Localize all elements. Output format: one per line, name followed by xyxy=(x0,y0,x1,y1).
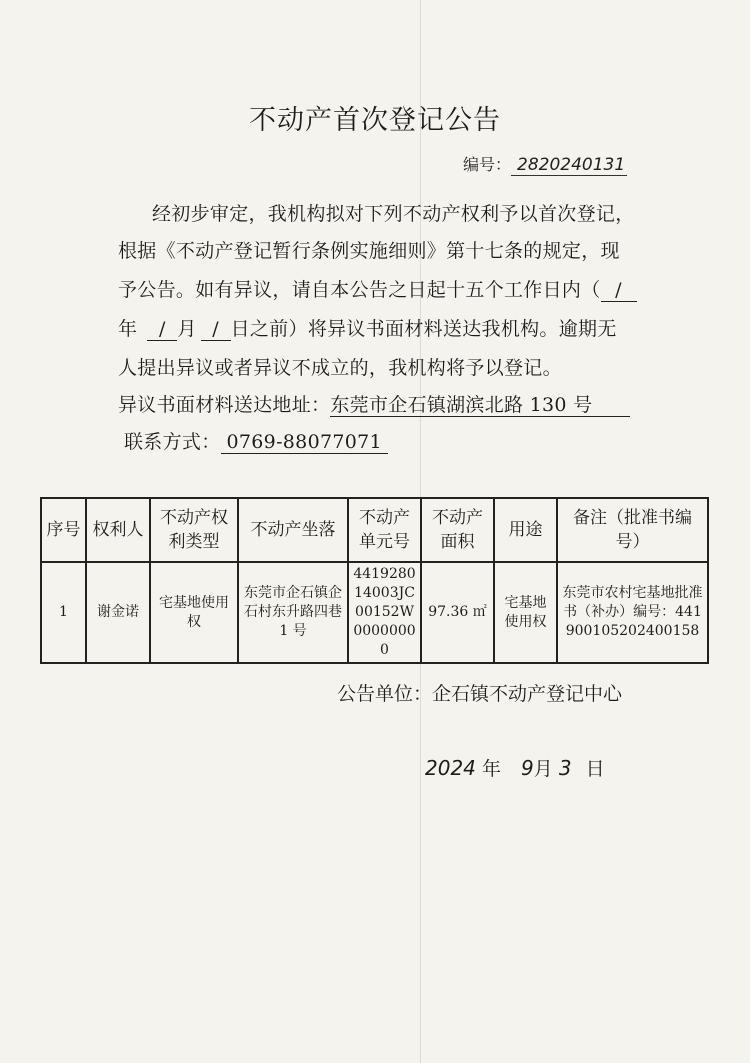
cell-index: 1 xyxy=(41,562,86,663)
header-unit-number: 不动产单元号 xyxy=(348,498,421,562)
date-month-unit: 月 xyxy=(533,758,553,780)
body-line-1: 经初步审定，我机构拟对下列不动产权利予以首次登记， xyxy=(152,203,635,225)
objection-address-value: 东莞市企石镇湖滨北路 130 号 xyxy=(330,394,630,417)
deadline-day-blank: / xyxy=(201,318,231,341)
contact-label: 联系方式： xyxy=(124,431,221,453)
objection-address-label: 异议书面材料送达地址： xyxy=(118,394,331,416)
cell-right-holder: 谢金诺 xyxy=(86,562,150,663)
table-header-row xyxy=(41,498,708,562)
body-line-4-text: 日之前）将异议书面材料送达我机构。逾期无 xyxy=(230,318,617,340)
header-right-holder: 权利人 xyxy=(86,498,150,562)
deadline-month-blank: / xyxy=(147,318,177,341)
contact-info xyxy=(124,427,388,454)
publisher-label: 公告单位： xyxy=(337,683,433,705)
page-title: 不动产首次登记公告 xyxy=(249,105,501,136)
cell-unit-number: 441928014003JC00152W00000000 xyxy=(348,562,421,663)
deadline-month-unit: 月 xyxy=(177,318,197,340)
date-day: 3 xyxy=(558,756,572,780)
deadline-year-unit: 年 xyxy=(118,318,138,340)
header-location: 不动产坐落 xyxy=(238,498,348,562)
header-remarks: 备注（批准书编号） xyxy=(557,498,708,562)
publisher-name: 企石镇不动产登记中心 xyxy=(432,683,623,705)
publisher xyxy=(337,679,622,706)
header-right-type: 不动产权利类型 xyxy=(150,498,238,562)
cell-area: 97.36 ㎡ xyxy=(421,562,494,663)
header-index: 序号 xyxy=(41,498,86,562)
cell-right-type: 宅基地使用权 xyxy=(150,562,238,663)
date-day-unit: 日 xyxy=(585,758,605,780)
document-number xyxy=(463,152,627,176)
table-row xyxy=(41,562,708,663)
cell-remarks: 东莞市农村宅基地批准书（补办）编号：441900105202400158 xyxy=(557,562,708,663)
body-line-5: 人提出异议或者异议不成立的，我机构将予以登记。 xyxy=(118,357,562,379)
document-number-value: 2820240131 xyxy=(511,155,627,176)
body-line-2: 根据《不动产登记暂行条例实施细则》第十七条的规定，现 xyxy=(118,240,620,262)
registration-table xyxy=(40,497,709,664)
objection-address xyxy=(118,390,630,417)
date-year-unit: 年 xyxy=(481,758,501,780)
date-month: 9 xyxy=(521,756,534,780)
deadline-year-blank: / xyxy=(601,279,637,302)
header-usage: 用途 xyxy=(494,498,557,562)
body-line-3-text: 予公告。如有异议，请自本公告之日起十五个工作日内（ xyxy=(118,279,601,301)
header-area: 不动产面积 xyxy=(421,498,494,562)
cell-usage: 宅基地使用权 xyxy=(494,562,557,663)
date-year: 2024 xyxy=(425,756,476,780)
cell-location: 东莞市企石镇企石村东升路四巷 1 号 xyxy=(238,562,348,663)
body-line-3 xyxy=(118,275,637,302)
document-number-label: 编号： xyxy=(463,155,512,174)
announcement-date xyxy=(425,754,605,781)
body-line-4 xyxy=(118,314,617,341)
contact-phone: 0769-88077071 xyxy=(221,431,388,454)
